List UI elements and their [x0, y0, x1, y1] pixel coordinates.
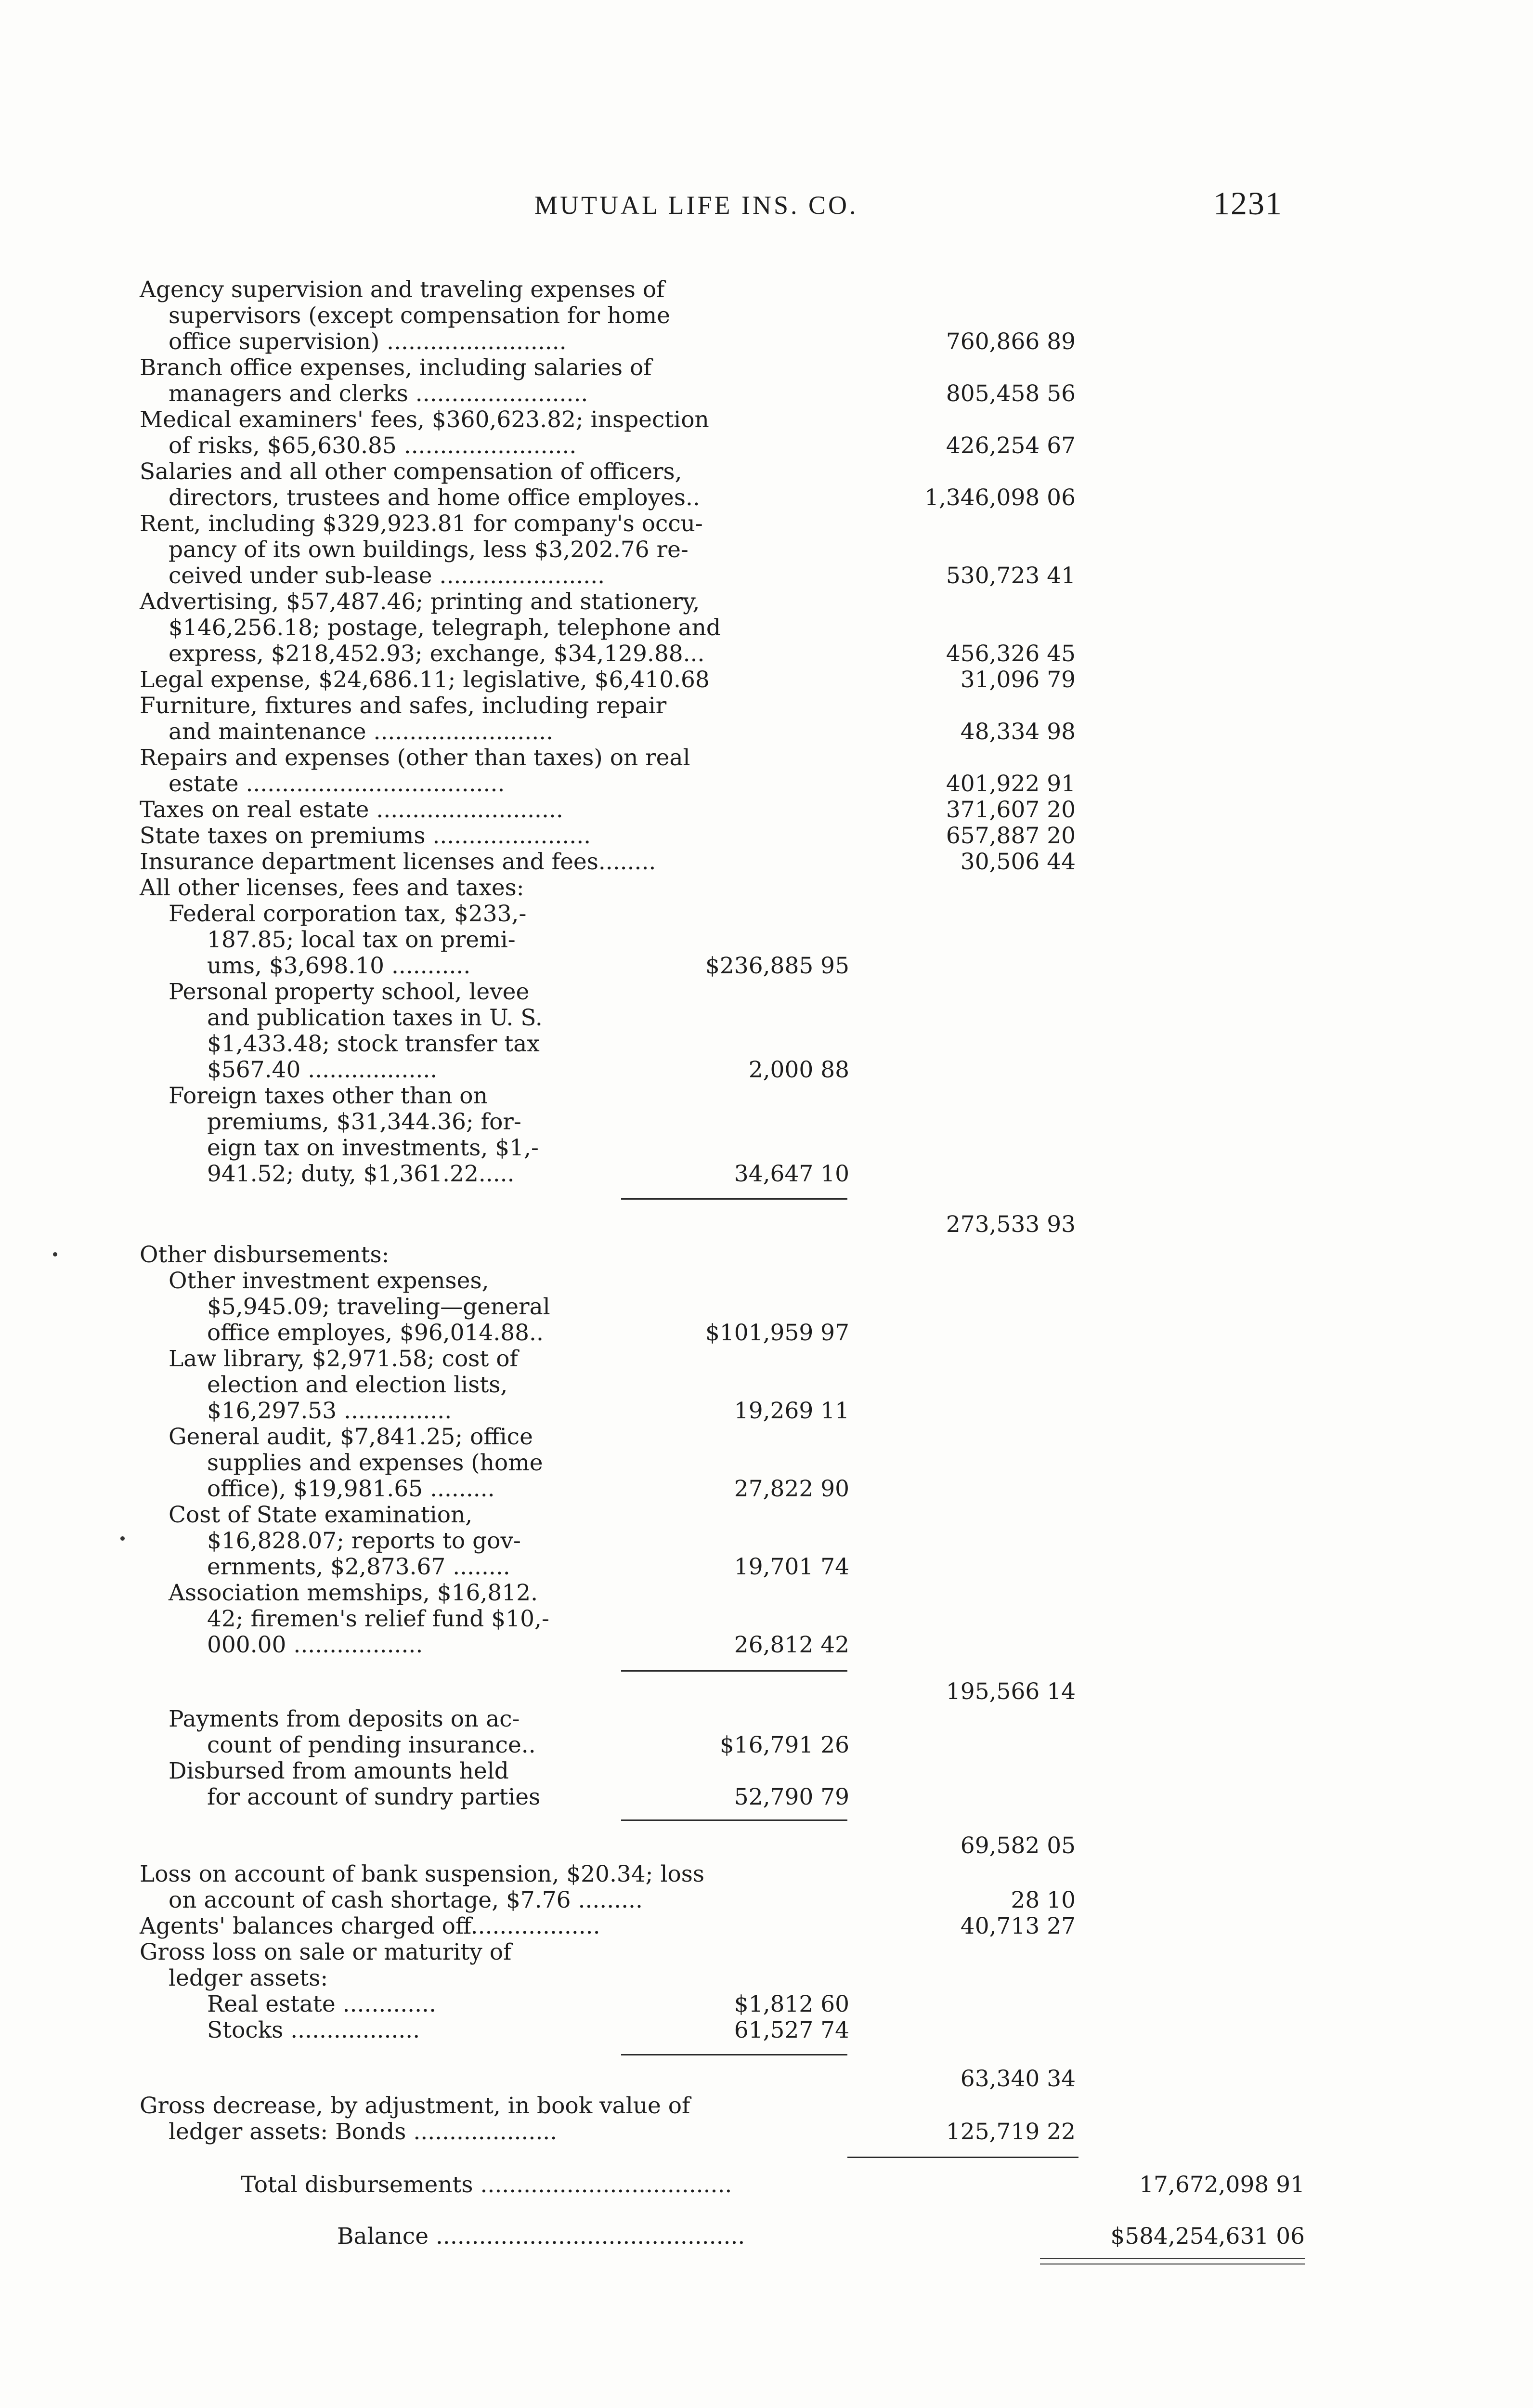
amount: 19,701 74	[734, 1554, 849, 1580]
text-line: Other disbursements:	[140, 1242, 390, 1268]
text-line: 187.85; local tax on premi-	[207, 927, 516, 953]
amount: 426,254 67	[946, 432, 1076, 459]
amount: $236,885 95	[705, 953, 849, 979]
text-line: and maintenance .........................	[169, 719, 554, 745]
text-line: Payments from deposits on ac-	[169, 1706, 520, 1732]
text-line: pancy of its own buildings, less $3,202.76 re-	[169, 537, 689, 563]
subtotal-amount: 273,533 93	[946, 1211, 1076, 1238]
amount: 61,527 74	[734, 2017, 849, 2043]
text-line: $567.40 ..................	[207, 1057, 438, 1083]
amount: 40,713 27	[960, 1913, 1076, 1939]
text-line: express, $218,452.93; exchange, $34,129.88...	[169, 641, 705, 667]
text-line: Cost of State examination,	[169, 1502, 473, 1528]
amount: 401,922 91	[946, 771, 1076, 797]
text-line: $146,256.18; postage, telegraph, telephone and	[169, 615, 721, 641]
double-rule-top	[1040, 2258, 1305, 2259]
text-line: Salaries and all other compensation of officers,	[140, 458, 682, 485]
amount: 1,346,098 06	[924, 484, 1076, 511]
text-line: ernments, $2,873.67 ........	[207, 1554, 510, 1580]
total-rule	[847, 2157, 1078, 2158]
amount: 28 10	[1011, 1887, 1076, 1913]
text-line: and publication taxes in U. S.	[207, 1005, 543, 1031]
page-number: 1231	[1213, 185, 1283, 222]
text-line: Association memships, $16,812.	[169, 1580, 538, 1606]
text-line: Personal property school, levee	[169, 979, 530, 1005]
text-line: $16,297.53 ...............	[207, 1398, 452, 1424]
text-line: count of pending insurance..	[207, 1732, 536, 1758]
text-line: election and election lists,	[207, 1372, 508, 1398]
amount: 19,269 11	[734, 1398, 849, 1424]
text-line: managers and clerks ........................	[169, 380, 588, 407]
text-line: office supervision) .........................	[169, 328, 567, 355]
text-line: 42; firemen's relief fund $10,-	[207, 1606, 549, 1632]
text-line: $16,828.07; reports to gov-	[207, 1528, 521, 1554]
text-line: State taxes on premiums ......................	[140, 823, 591, 849]
amount: 456,326 45	[946, 641, 1076, 667]
text-line: Repairs and expenses (other than taxes) on real	[140, 745, 690, 771]
text-line: Insurance department licenses and fees........	[140, 849, 656, 875]
text-line: 000.00 ..................	[207, 1632, 423, 1658]
text-line: Agents' balances charged off..................	[140, 1913, 600, 1939]
text-line: Other investment expenses,	[169, 1268, 489, 1294]
text-line: office), $19,981.65 .........	[207, 1476, 495, 1502]
amount: 657,887 20	[946, 823, 1076, 849]
text-line: ledger assets:	[169, 1965, 328, 1991]
subtotal-amount: 195,566 14	[946, 1678, 1076, 1705]
subtotal-amount: 69,582 05	[960, 1832, 1076, 1859]
amount: $1,812 60	[734, 1991, 849, 2017]
amount: 26,812 42	[734, 1632, 849, 1658]
text-line: for account of sundry parties	[207, 1784, 541, 1810]
text-line: premiums, $31,344.36; for-	[207, 1109, 521, 1135]
text-line: $5,945.09; traveling—general	[207, 1294, 550, 1320]
text-line: Agency supervision and traveling expenses of	[140, 276, 665, 303]
text-line: ums, $3,698.10 ...........	[207, 953, 471, 979]
text-line: Branch office expenses, including salaries of	[140, 354, 652, 381]
text-line: on account of cash shortage, $7.76 .........	[169, 1887, 643, 1913]
amount: 30,506 44	[960, 849, 1076, 875]
text-line: ceived under sub-lease .......................	[169, 563, 605, 589]
text-line: Federal corporation tax, $233,-	[169, 901, 527, 927]
margin-mark	[120, 1536, 125, 1541]
text-line: Gross loss on sale or maturity of	[140, 1939, 512, 1965]
text-line: General audit, $7,841.25; office	[169, 1424, 533, 1450]
amount: 31,096 79	[960, 667, 1076, 693]
amount: 52,790 79	[734, 1784, 849, 1810]
text-line: Furniture, fixtures and safes, including repair	[140, 693, 667, 719]
text-line: All other licenses, fees and taxes:	[140, 875, 524, 901]
amount: 760,866 89	[946, 328, 1076, 355]
text-line: Legal expense, $24,686.11; legislative, $6,410.68	[140, 667, 710, 693]
text-line: Gross decrease, by adjustment, in book value of	[140, 2093, 690, 2119]
amount: 125,719 22	[946, 2119, 1076, 2145]
text-line: Disbursed from amounts held	[169, 1758, 509, 1784]
amount: 34,647 10	[734, 1161, 849, 1187]
balance-amount: $584,254,631 06	[1110, 2223, 1305, 2250]
text-line: Real estate .............	[207, 1991, 436, 2017]
text-line: Taxes on real estate ..........................	[140, 797, 563, 823]
running-title: MUTUAL LIFE INS. CO.	[534, 191, 858, 220]
text-line: Stocks ..................	[207, 2017, 420, 2043]
subtotal-amount: 63,340 34	[960, 2066, 1076, 2092]
subtotal-rule	[621, 1819, 847, 1821]
text-line: Law library, $2,971.58; cost of	[169, 1346, 518, 1372]
text-line: Rent, including $329,923.81 for company's occu-	[140, 510, 703, 537]
text-line: Loss on account of bank suspension, $20.34; loss	[140, 1861, 705, 1887]
text-line: supplies and expenses (home	[207, 1450, 543, 1476]
text-line: estate ....................................	[169, 771, 505, 797]
amount: $16,791 26	[719, 1732, 849, 1758]
amount: 27,822 90	[734, 1476, 849, 1502]
text-line: office employes, $96,014.88..	[207, 1320, 544, 1346]
text-line: $1,433.48; stock transfer tax	[207, 1031, 540, 1057]
subtotal-rule	[621, 1670, 847, 1672]
subtotal-rule	[621, 2054, 847, 2055]
total-disbursements-amount: 17,672,098 91	[1139, 2172, 1305, 2198]
text-line: Foreign taxes other than on	[169, 1083, 488, 1109]
amount: 805,458 56	[946, 380, 1076, 407]
margin-mark	[53, 1252, 57, 1256]
amount: 530,723 41	[946, 563, 1076, 589]
amount: 48,334 98	[960, 719, 1076, 745]
amount: 2,000 88	[748, 1057, 849, 1083]
text-line: directors, trustees and home office employes..	[169, 484, 700, 511]
text-line: Medical examiners' fees, $360,623.82; inspection	[140, 406, 709, 433]
text-line: eign tax on investments, $1,-	[207, 1135, 539, 1161]
text-line: Advertising, $57,487.46; printing and stationery,	[140, 589, 700, 615]
subtotal-rule	[621, 1198, 847, 1200]
amount: 371,607 20	[946, 797, 1076, 823]
text-line: of risks, $65,630.85 ........................	[169, 432, 577, 459]
text-line: ledger assets: Bonds ....................	[169, 2119, 558, 2145]
text-line: supervisors (except compensation for home	[169, 302, 670, 329]
text-line: 941.52; duty, $1,361.22.....	[207, 1161, 515, 1187]
balance-label: Balance ...........................................	[337, 2223, 745, 2250]
total-disbursements-label: Total disbursements ...................................	[241, 2172, 732, 2198]
amount: $101,959 97	[705, 1320, 849, 1346]
